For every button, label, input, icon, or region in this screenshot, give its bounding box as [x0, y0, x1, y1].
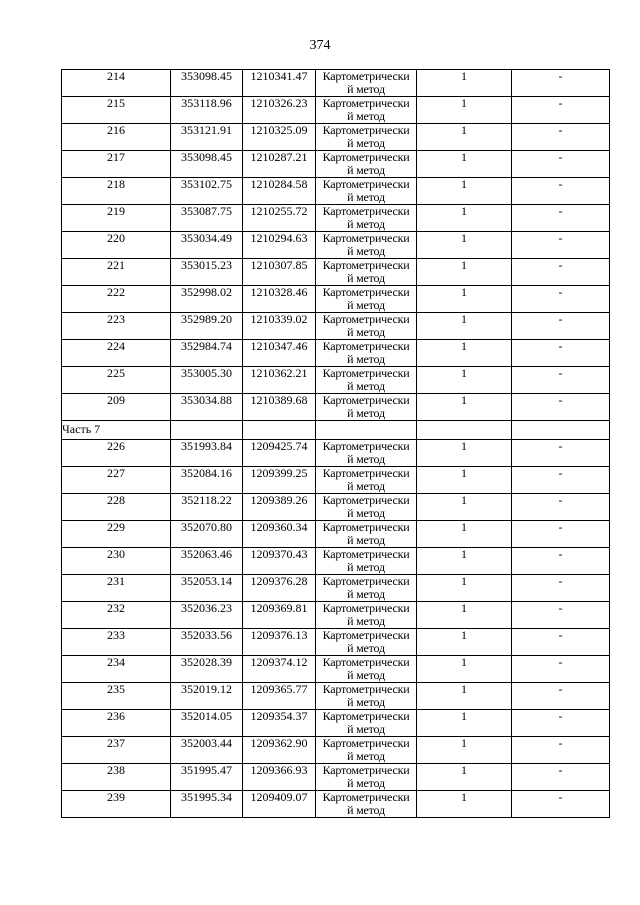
accuracy-cell: 1 [417, 737, 512, 764]
y-coordinate-cell: 1209409.07 [243, 791, 316, 818]
description-cell: - [512, 629, 610, 656]
point-number-cell: 229 [62, 521, 171, 548]
method-line-2: й метод [347, 533, 385, 547]
table-row [62, 178, 610, 205]
table-row [62, 259, 610, 286]
y-coordinate-cell: 1209389.26 [243, 494, 316, 521]
method-line-1: Картометрически [322, 339, 410, 353]
y-coordinate-cell: 1209425.74 [243, 440, 316, 467]
method-line-1: Картометрически [322, 177, 410, 191]
table-row [62, 340, 610, 367]
coordinates-table-body [62, 70, 610, 818]
x-coordinate-cell: 352084.16 [171, 467, 243, 494]
accuracy-cell: 1 [417, 602, 512, 629]
method-line-1: Картометрически [322, 736, 410, 750]
method-line-1: Картометрически [322, 204, 410, 218]
description-cell: - [512, 602, 610, 629]
accuracy-cell: 1 [417, 97, 512, 124]
method-line-1: Картометрически [322, 790, 410, 804]
x-coordinate-cell: 352003.44 [171, 737, 243, 764]
method-cell [316, 656, 417, 683]
accuracy-cell: 1 [417, 440, 512, 467]
table-row [62, 575, 610, 602]
accuracy-cell: 1 [417, 575, 512, 602]
method-cell [316, 394, 417, 421]
x-coordinate-cell: 351995.34 [171, 791, 243, 818]
y-coordinate-cell: 1210389.68 [243, 394, 316, 421]
point-number-cell: 209 [62, 394, 171, 421]
method-line-2: й метод [347, 803, 385, 817]
table-row [62, 683, 610, 710]
method-cell [316, 97, 417, 124]
accuracy-cell: 1 [417, 151, 512, 178]
y-coordinate-cell: 1210326.23 [243, 97, 316, 124]
point-number-cell: 217 [62, 151, 171, 178]
method-line-1: Картометрически [322, 258, 410, 272]
description-cell: - [512, 467, 610, 494]
x-coordinate-cell: 352019.12 [171, 683, 243, 710]
table-row [62, 494, 610, 521]
point-number-cell: 235 [62, 683, 171, 710]
description-cell: - [512, 97, 610, 124]
accuracy-cell: 1 [417, 548, 512, 575]
table-row [62, 467, 610, 494]
table-row [62, 764, 610, 791]
x-coordinate-cell: 353098.45 [171, 70, 243, 97]
method-line-2: й метод [347, 352, 385, 366]
point-number-cell: 218 [62, 178, 171, 205]
method-line-2: й метод [347, 406, 385, 420]
method-line-2: й метод [347, 614, 385, 628]
coordinates-table [61, 69, 610, 818]
accuracy-cell: 1 [417, 764, 512, 791]
method-line-1: Картометрически [322, 312, 410, 326]
y-coordinate-cell: 1209374.12 [243, 656, 316, 683]
x-coordinate-cell: 353118.96 [171, 97, 243, 124]
method-cell [316, 340, 417, 367]
x-coordinate-cell: 352028.39 [171, 656, 243, 683]
method-cell [316, 629, 417, 656]
method-line-2: й метод [347, 560, 385, 574]
method-cell [316, 494, 417, 521]
method-line-1: Картометрически [322, 520, 410, 534]
y-coordinate-cell: 1209365.77 [243, 683, 316, 710]
x-coordinate-cell: 352053.14 [171, 575, 243, 602]
method-line-1: Картометрически [322, 601, 410, 615]
method-cell [316, 178, 417, 205]
point-number-cell: 216 [62, 124, 171, 151]
accuracy-cell: 1 [417, 394, 512, 421]
method-line-2: й метод [347, 668, 385, 682]
empty-cell [417, 421, 512, 440]
description-cell: - [512, 764, 610, 791]
method-cell [316, 710, 417, 737]
description-cell: - [512, 340, 610, 367]
x-coordinate-cell: 352070.80 [171, 521, 243, 548]
point-number-cell: 225 [62, 367, 171, 394]
method-line-2: й метод [347, 641, 385, 655]
description-cell: - [512, 521, 610, 548]
method-line-1: Картометрически [322, 439, 410, 453]
description-cell: - [512, 151, 610, 178]
x-coordinate-cell: 352984.74 [171, 340, 243, 367]
x-coordinate-cell: 352989.20 [171, 313, 243, 340]
method-line-2: й метод [347, 722, 385, 736]
method-line-2: й метод [347, 244, 385, 258]
table-row [62, 70, 610, 97]
accuracy-cell: 1 [417, 340, 512, 367]
table-row [62, 124, 610, 151]
point-number-cell: 215 [62, 97, 171, 124]
y-coordinate-cell: 1210341.47 [243, 70, 316, 97]
x-coordinate-cell: 353015.23 [171, 259, 243, 286]
table-row [62, 548, 610, 575]
accuracy-cell: 1 [417, 124, 512, 151]
method-cell [316, 575, 417, 602]
x-coordinate-cell: 352036.23 [171, 602, 243, 629]
method-cell [316, 764, 417, 791]
table-row [62, 710, 610, 737]
method-cell [316, 124, 417, 151]
point-number-cell: 238 [62, 764, 171, 791]
x-coordinate-cell: 353087.75 [171, 205, 243, 232]
method-cell [316, 791, 417, 818]
table-row [62, 521, 610, 548]
point-number-cell: 232 [62, 602, 171, 629]
table-row [62, 791, 610, 818]
method-line-2: й метод [347, 695, 385, 709]
method-line-2: й метод [347, 479, 385, 493]
y-coordinate-cell: 1209376.13 [243, 629, 316, 656]
table-row [62, 151, 610, 178]
page-number: 374 [309, 38, 331, 53]
description-cell: - [512, 656, 610, 683]
y-coordinate-cell: 1209360.34 [243, 521, 316, 548]
point-number-cell: 237 [62, 737, 171, 764]
table-row [62, 97, 610, 124]
table-row [62, 286, 610, 313]
accuracy-cell: 1 [417, 521, 512, 548]
x-coordinate-cell: 352998.02 [171, 286, 243, 313]
y-coordinate-cell: 1210287.21 [243, 151, 316, 178]
method-cell [316, 683, 417, 710]
method-line-2: й метод [347, 379, 385, 393]
table-row [62, 205, 610, 232]
method-line-1: Картометрически [322, 393, 410, 407]
method-line-2: й метод [347, 82, 385, 96]
table-row [62, 656, 610, 683]
accuracy-cell: 1 [417, 656, 512, 683]
method-line-1: Картометрически [322, 150, 410, 164]
description-cell: - [512, 494, 610, 521]
method-line-1: Картометрически [322, 285, 410, 299]
y-coordinate-cell: 1209366.93 [243, 764, 316, 791]
method-cell [316, 259, 417, 286]
description-cell: - [512, 70, 610, 97]
x-coordinate-cell: 352014.05 [171, 710, 243, 737]
table-row [62, 737, 610, 764]
point-number-cell: 221 [62, 259, 171, 286]
method-line-1: Картометрически [322, 628, 410, 642]
table-row [62, 602, 610, 629]
y-coordinate-cell: 1210284.58 [243, 178, 316, 205]
point-number-cell: 228 [62, 494, 171, 521]
method-cell [316, 467, 417, 494]
accuracy-cell: 1 [417, 791, 512, 818]
table-row [62, 440, 610, 467]
description-cell: - [512, 124, 610, 151]
accuracy-cell: 1 [417, 710, 512, 737]
method-line-2: й метод [347, 452, 385, 466]
accuracy-cell: 1 [417, 286, 512, 313]
method-cell [316, 737, 417, 764]
method-line-2: й метод [347, 325, 385, 339]
x-coordinate-cell: 352063.46 [171, 548, 243, 575]
method-line-1: Картометрически [322, 574, 410, 588]
section-row [62, 421, 610, 440]
method-line-1: Картометрически [322, 493, 410, 507]
x-coordinate-cell: 352033.56 [171, 629, 243, 656]
method-line-1: Картометрически [322, 69, 410, 83]
point-number-cell: 233 [62, 629, 171, 656]
empty-cell [171, 421, 243, 440]
description-cell: - [512, 259, 610, 286]
y-coordinate-cell: 1209370.43 [243, 548, 316, 575]
y-coordinate-cell: 1210325.09 [243, 124, 316, 151]
description-cell: - [512, 232, 610, 259]
y-coordinate-cell: 1209362.90 [243, 737, 316, 764]
point-number-cell: 224 [62, 340, 171, 367]
accuracy-cell: 1 [417, 232, 512, 259]
y-coordinate-cell: 1209354.37 [243, 710, 316, 737]
accuracy-cell: 1 [417, 259, 512, 286]
point-number-cell: 220 [62, 232, 171, 259]
description-cell: - [512, 710, 610, 737]
accuracy-cell: 1 [417, 205, 512, 232]
method-line-1: Картометрически [322, 123, 410, 137]
accuracy-cell: 1 [417, 494, 512, 521]
method-cell [316, 548, 417, 575]
y-coordinate-cell: 1209369.81 [243, 602, 316, 629]
point-number-cell: 223 [62, 313, 171, 340]
x-coordinate-cell: 351993.84 [171, 440, 243, 467]
y-coordinate-cell: 1210347.46 [243, 340, 316, 367]
table-row [62, 232, 610, 259]
y-coordinate-cell: 1209376.28 [243, 575, 316, 602]
description-cell: - [512, 394, 610, 421]
method-cell [316, 440, 417, 467]
table-row [62, 629, 610, 656]
description-cell: - [512, 791, 610, 818]
x-coordinate-cell: 353034.49 [171, 232, 243, 259]
y-coordinate-cell: 1210328.46 [243, 286, 316, 313]
method-line-2: й метод [347, 587, 385, 601]
table-row [62, 367, 610, 394]
method-line-1: Картометрически [322, 96, 410, 110]
description-cell: - [512, 575, 610, 602]
accuracy-cell: 1 [417, 367, 512, 394]
accuracy-cell: 1 [417, 683, 512, 710]
y-coordinate-cell: 1210339.02 [243, 313, 316, 340]
method-line-1: Картометрически [322, 547, 410, 561]
point-number-cell: 234 [62, 656, 171, 683]
description-cell: - [512, 440, 610, 467]
point-number-cell: 236 [62, 710, 171, 737]
description-cell: - [512, 367, 610, 394]
description-cell: - [512, 683, 610, 710]
method-cell [316, 151, 417, 178]
point-number-cell: 231 [62, 575, 171, 602]
accuracy-cell: 1 [417, 313, 512, 340]
method-line-2: й метод [347, 776, 385, 790]
point-number-cell: 230 [62, 548, 171, 575]
method-cell [316, 70, 417, 97]
x-coordinate-cell: 353098.45 [171, 151, 243, 178]
method-cell [316, 521, 417, 548]
description-cell: - [512, 737, 610, 764]
description-cell: - [512, 313, 610, 340]
method-line-2: й метод [347, 217, 385, 231]
method-cell [316, 286, 417, 313]
method-line-1: Картометрически [322, 366, 410, 380]
description-cell: - [512, 205, 610, 232]
x-coordinate-cell: 351995.47 [171, 764, 243, 791]
accuracy-cell: 1 [417, 70, 512, 97]
empty-cell [243, 421, 316, 440]
accuracy-cell: 1 [417, 178, 512, 205]
point-number-cell: 214 [62, 70, 171, 97]
method-cell [316, 205, 417, 232]
method-line-2: й метод [347, 298, 385, 312]
empty-cell [316, 421, 417, 440]
x-coordinate-cell: 353005.30 [171, 367, 243, 394]
method-cell [316, 602, 417, 629]
y-coordinate-cell: 1210307.85 [243, 259, 316, 286]
method-line-1: Картометрически [322, 682, 410, 696]
method-cell [316, 313, 417, 340]
x-coordinate-cell: 353121.91 [171, 124, 243, 151]
accuracy-cell: 1 [417, 467, 512, 494]
point-number-cell: 226 [62, 440, 171, 467]
description-cell: - [512, 178, 610, 205]
x-coordinate-cell: 353102.75 [171, 178, 243, 205]
y-coordinate-cell: 1210362.21 [243, 367, 316, 394]
method-line-2: й метод [347, 163, 385, 177]
method-cell [316, 367, 417, 394]
point-number-cell: 219 [62, 205, 171, 232]
y-coordinate-cell: 1210294.63 [243, 232, 316, 259]
y-coordinate-cell: 1209399.25 [243, 467, 316, 494]
method-line-1: Картометрически [322, 231, 410, 245]
method-line-1: Картометрически [322, 655, 410, 669]
point-number-cell: 239 [62, 791, 171, 818]
table-row [62, 313, 610, 340]
section-label-cell: Часть 7 [62, 421, 171, 440]
method-line-1: Картометрически [322, 763, 410, 777]
accuracy-cell: 1 [417, 629, 512, 656]
point-number-cell: 222 [62, 286, 171, 313]
method-line-1: Картометрически [322, 709, 410, 723]
y-coordinate-cell: 1210255.72 [243, 205, 316, 232]
x-coordinate-cell: 353034.88 [171, 394, 243, 421]
empty-cell [512, 421, 610, 440]
method-line-2: й метод [347, 506, 385, 520]
point-number-cell: 227 [62, 467, 171, 494]
description-cell: - [512, 286, 610, 313]
method-line-2: й метод [347, 749, 385, 763]
method-line-2: й метод [347, 190, 385, 204]
method-line-1: Картометрически [322, 466, 410, 480]
table-row [62, 394, 610, 421]
method-line-2: й метод [347, 271, 385, 285]
method-cell [316, 232, 417, 259]
method-line-2: й метод [347, 109, 385, 123]
description-cell: - [512, 548, 610, 575]
method-line-2: й метод [347, 136, 385, 150]
x-coordinate-cell: 352118.22 [171, 494, 243, 521]
